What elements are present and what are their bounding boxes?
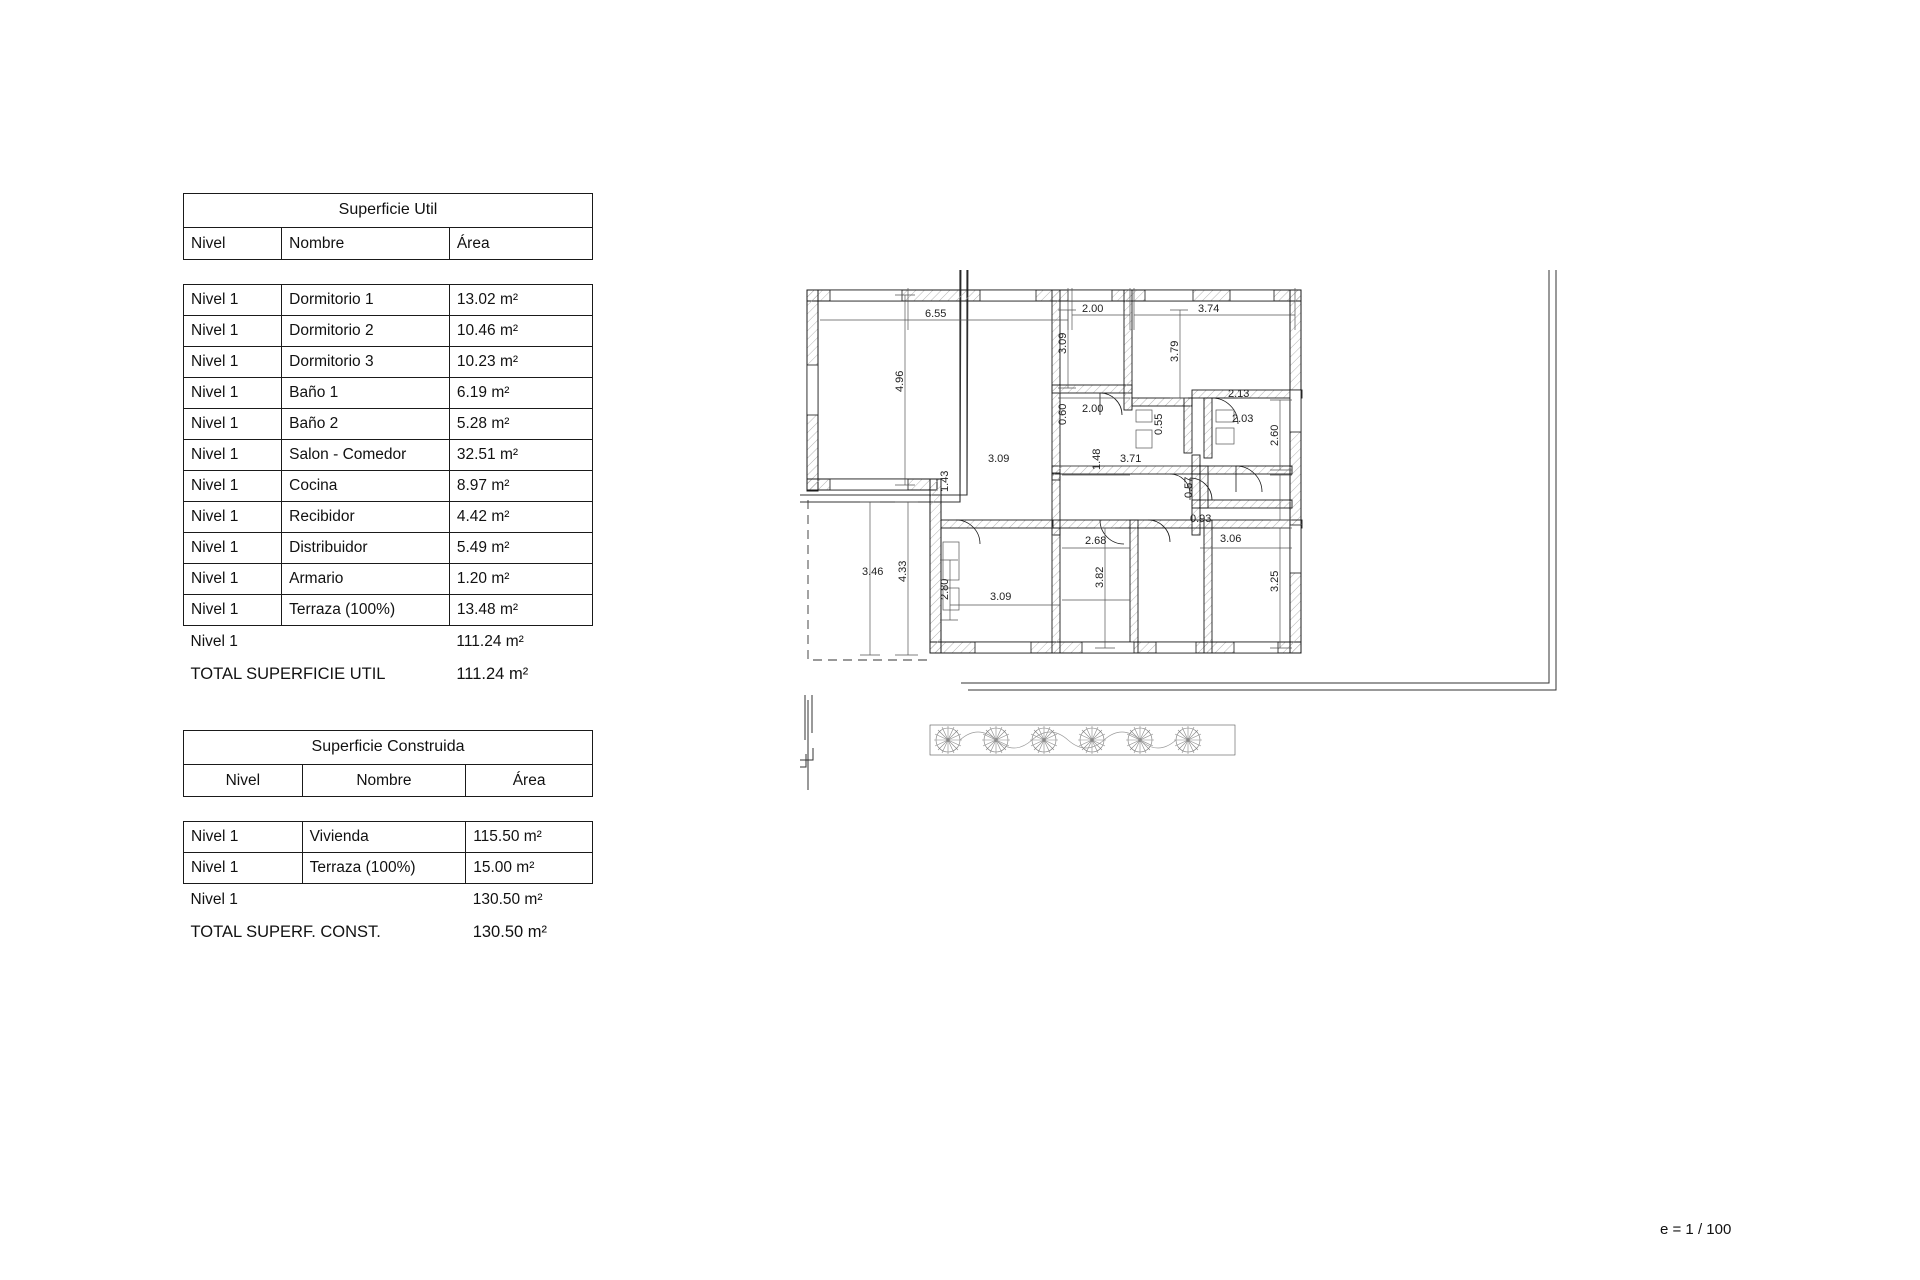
total-area: 130.50 m²: [472, 922, 547, 941]
dimension-label: 2.13: [1228, 388, 1250, 400]
superficie-construida-schedule: [183, 730, 593, 948]
table-row: [184, 471, 593, 502]
cell-area: 5.28 m²: [449, 409, 592, 440]
cell-nivel: Nivel 1: [184, 595, 282, 626]
dimension-label: 3.46: [862, 566, 884, 578]
cell-nombre: Terraza (100%): [282, 595, 450, 626]
cell-nombre: Dormitorio 1: [282, 285, 450, 316]
construida-header-area: Área: [466, 765, 593, 797]
subtotal-area: 130.50 m²: [472, 891, 543, 909]
cell-nivel: Nivel 1: [184, 409, 282, 440]
table-row: [184, 378, 593, 409]
table-row: [184, 564, 593, 595]
table-row: [184, 822, 593, 853]
cell-area: 13.02 m²: [449, 285, 592, 316]
table-header-row: [184, 765, 593, 797]
cell-area: 10.46 m²: [449, 316, 592, 347]
dimension-label: 3.79: [1169, 340, 1181, 362]
total-area: 111.24 m²: [456, 664, 529, 683]
table-header-row: [184, 228, 593, 260]
dimension-label: 3.06: [1220, 533, 1242, 545]
cell-area: 32.51 m²: [449, 440, 592, 471]
dimension-label: 4.96: [894, 370, 906, 392]
table-subtotal-row: [184, 626, 593, 659]
dimension-label: 0.55: [1153, 413, 1165, 435]
cell-nombre: Dormitorio 3: [282, 347, 450, 378]
plot-boundary-south: [800, 695, 808, 790]
dimension-label: 3.25: [1269, 570, 1281, 592]
cell-nombre: Cocina: [282, 471, 450, 502]
dimension-label: 2.80: [939, 578, 951, 600]
subtotal-nivel: Nivel 1: [190, 891, 238, 909]
construida-header-nivel: Nivel: [184, 765, 303, 797]
superficie-util-schedule: [183, 193, 593, 690]
table-title-row: [184, 731, 593, 765]
total-label: TOTAL SUPERF. CONST.: [190, 922, 381, 941]
dimension-label: 6.55: [925, 308, 947, 320]
cell-nombre: Salon - Comedor: [282, 440, 450, 471]
construida-table-title: Superficie Construida: [184, 731, 593, 765]
table-subtotal-row: [184, 884, 593, 917]
cell-nivel: Nivel 1: [184, 347, 282, 378]
superficie-construida-table: [183, 730, 593, 948]
cell-nombre: Dormitorio 2: [282, 316, 450, 347]
util-table-title: Superficie Util: [184, 194, 593, 228]
cell-nombre: Baño 2: [282, 409, 450, 440]
cell-nivel: Nivel 1: [184, 564, 282, 595]
cell-nombre: Baño 1: [282, 378, 450, 409]
util-header-nivel: Nivel: [184, 228, 282, 260]
cell-nombre: Terraza (100%): [302, 853, 466, 884]
util-header-nombre: Nombre: [282, 228, 450, 260]
cell-nivel: Nivel 1: [184, 440, 282, 471]
cell-area: 10.23 m²: [449, 347, 592, 378]
dimension-labels: [862, 303, 1281, 603]
table-row: [184, 595, 593, 626]
cell-nivel: Nivel 1: [184, 853, 303, 884]
table-title-row: [184, 194, 593, 228]
total-label: TOTAL SUPERFICIE UTIL: [190, 664, 386, 683]
table-row: [184, 285, 593, 316]
cell-area: 115.50 m²: [466, 822, 593, 853]
cell-nombre: Distribuidor: [282, 533, 450, 564]
table-row: [184, 409, 593, 440]
subtotal-area: 111.24 m²: [456, 633, 524, 651]
cell-nivel: Nivel 1: [184, 533, 282, 564]
dimension-label: 0.60: [1057, 403, 1069, 425]
scale-label: e = 1 / 100: [1660, 1221, 1732, 1238]
cell-area: 15.00 m²: [466, 853, 593, 884]
terrace-dashed-outline: [808, 500, 933, 660]
cell-nombre: Vivienda: [302, 822, 466, 853]
cell-nivel: Nivel 1: [184, 285, 282, 316]
dimension-label: 2.00: [1082, 303, 1104, 315]
dimension-label: 4.33: [897, 560, 909, 582]
dimension-label: 1.43: [939, 470, 951, 492]
table-total-row: [184, 916, 593, 948]
cell-nivel: Nivel 1: [184, 471, 282, 502]
dimension-label: 2.03: [1232, 413, 1254, 425]
table-row: [184, 347, 593, 378]
table-row: [184, 502, 593, 533]
dimension-label: 2.00: [1082, 403, 1104, 415]
dimension-label: 0.93: [1190, 513, 1212, 525]
util-header-area: Área: [449, 228, 592, 260]
table-row: [184, 316, 593, 347]
cell-area: 13.48 m²: [449, 595, 592, 626]
dimension-label: 1.48: [1091, 448, 1103, 470]
dimension-label: 2.60: [1269, 424, 1281, 446]
table-total-row: [184, 658, 593, 690]
dimension-label: 0.57: [1183, 476, 1195, 498]
dimension-label: 3.82: [1094, 566, 1106, 588]
floor-plan-drawing: [800, 270, 1700, 950]
cell-nombre: Recibidor: [282, 502, 450, 533]
cell-nivel: Nivel 1: [184, 822, 303, 853]
cell-area: 4.42 m²: [449, 502, 592, 533]
subtotal-nivel: Nivel 1: [190, 633, 238, 651]
cell-nivel: Nivel 1: [184, 378, 282, 409]
hedge-bottom: [930, 725, 1235, 755]
cell-nivel: Nivel 1: [184, 502, 282, 533]
dimension-label: 3.09: [988, 453, 1010, 465]
cell-nivel: Nivel 1: [184, 316, 282, 347]
table-spacer: [184, 260, 593, 285]
subtotal-blank: [282, 626, 450, 659]
dimension-label: 3.09: [990, 591, 1012, 603]
dimension-label: 3.71: [1120, 453, 1142, 465]
cell-area: 1.20 m²: [449, 564, 592, 595]
construida-header-nombre: Nombre: [302, 765, 466, 797]
cell-area: 8.97 m²: [449, 471, 592, 502]
table-spacer: [184, 797, 593, 822]
dimension-label: 3.09: [1057, 332, 1069, 354]
dimension-label: 3.74: [1198, 303, 1220, 315]
cell-area: 5.49 m²: [449, 533, 592, 564]
cell-area: 6.19 m²: [449, 378, 592, 409]
table-row: [184, 533, 593, 564]
cell-nombre: Armario: [282, 564, 450, 595]
table-row: [184, 853, 593, 884]
dimension-label: 2.68: [1085, 535, 1107, 547]
table-row: [184, 440, 593, 471]
superficie-util-table: [183, 193, 593, 690]
subtotal-blank: [302, 884, 466, 917]
